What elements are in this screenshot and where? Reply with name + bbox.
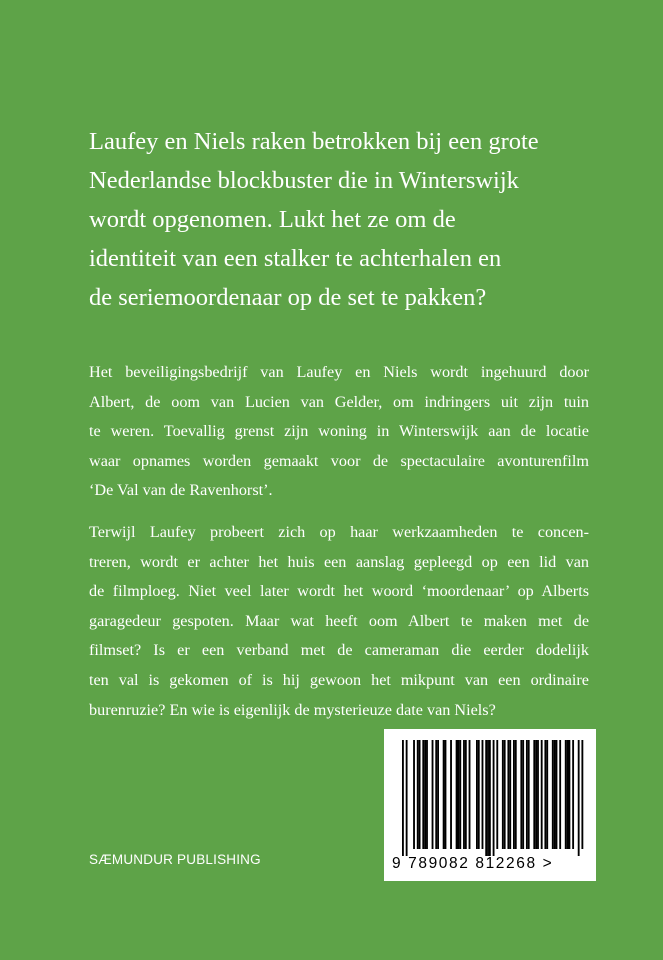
barcode-bar [578,740,580,856]
barcode-bar [463,740,465,849]
barcode-bar [487,740,489,856]
barcode-bar [465,740,467,849]
barcode-bar [456,740,458,849]
barcode-bar [417,740,419,849]
paragraph-line: waar opnames worden gemaakt voor de spectaculaire avonturenfilm [89,451,589,470]
barcode-bar [565,740,567,849]
barcode-bar [535,740,537,849]
blurb-line: de seriemoordenaar op de set te pakken? [89,284,487,311]
barcode-bar [489,740,491,856]
barcode-bar [496,740,498,849]
barcode-bar [552,740,554,849]
paragraph-line: filmset? Is er een verband met de cameraman die eerder dodelijk [89,641,589,660]
barcode-bar [520,740,522,849]
barcode-bar [507,740,509,849]
barcode-bar [426,740,428,849]
barcode-bar [478,740,480,849]
barcode-bar [509,740,511,849]
blurb-line: identiteit van een stalker te achterhalen en [89,245,502,272]
barcode-bar [502,740,504,849]
blurb-line: wordt opgenomen. Lukt het ze om de [89,206,456,233]
barcode-bar [567,740,569,849]
barcode-bar [482,740,484,849]
paragraph-line: Het beveiligingsbedrijf van Laufey en Niels wordt ingehuurd door [89,363,589,381]
barcode-bar [528,740,530,849]
blurb-line: Laufey en Niels raken betrokken bij een grote [89,128,539,155]
paragraph-line: ten val is gekomen of is hij gewoon het mikpunt van een ordinaire [89,670,589,689]
barcode-bar [445,740,447,849]
barcode-bar [402,740,404,856]
barcode-bar [406,740,408,856]
barcode-bar [581,740,583,849]
barcode-bar [450,740,452,849]
paragraph-line: Terwijl Laufey probeert zich op haar werkzaamheden te concen- [89,523,589,541]
barcode-bar [572,740,574,849]
barcode-bar [413,740,415,849]
barcode-bar [569,740,571,849]
barcode-bar [493,740,495,856]
barcode-bar [513,740,515,849]
isbn-number: 9 789082 812268 > [392,855,554,872]
paragraph-line: de filmploeg. Niet veel later wordt het woord ‘moordenaar’ op Alberts [89,582,589,601]
barcode-bar [559,740,561,849]
barcode-bar [422,740,424,849]
barcode-bar [533,740,535,849]
barcode-bar [515,740,517,849]
barcode-bar [424,740,426,849]
barcode-bar [458,740,460,849]
barcode-bar [443,740,445,849]
summary-paragraph-1 [89,358,589,506]
barcode-bar [541,740,543,849]
paragraph-line: burenruzie? En wie is eigenlijk de mysterieuze date van Niels? [89,700,496,719]
barcode-bar [556,740,558,849]
barcode-bar [504,740,506,849]
barcode-bar [485,740,487,856]
barcode [384,729,596,881]
barcode-bar [459,740,461,849]
barcode-bar [476,740,478,849]
barcode-bar [419,740,421,849]
barcode-bar [435,740,437,849]
paragraph-line: Albert, de oom van Lucien van Gelder, om indringers uit zijn tuin [89,392,589,411]
paragraph-line: te weren. Toevallig grenst zijn woning in Winterswijk aan de locatie [89,422,589,441]
paragraph-line: treren, wordt er achter het huis een aanslag gepleegd op een lid van [89,552,589,571]
barcode-bar [554,740,556,849]
blurb-line: Nederlandse blockbuster die in Winterswijk [89,167,519,194]
barcode-bar [526,740,528,849]
barcode-bar [437,740,439,849]
barcode-bar [546,740,548,849]
barcode-bar [544,740,546,849]
barcode-bar [469,740,471,849]
publisher-name: SÆMUNDUR PUBLISHING [89,852,261,867]
barcode-bar [522,740,524,849]
blurb [89,122,609,317]
barcode-bar [432,740,434,849]
paragraph-line: ‘De Val van de Ravenhorst’. [89,481,273,500]
summary-paragraph-2 [89,518,589,725]
barcode-bar [537,740,539,849]
paragraph-line: garagedeur gespoten. Maar wat heeft oom Albert te maken met de [89,611,589,630]
